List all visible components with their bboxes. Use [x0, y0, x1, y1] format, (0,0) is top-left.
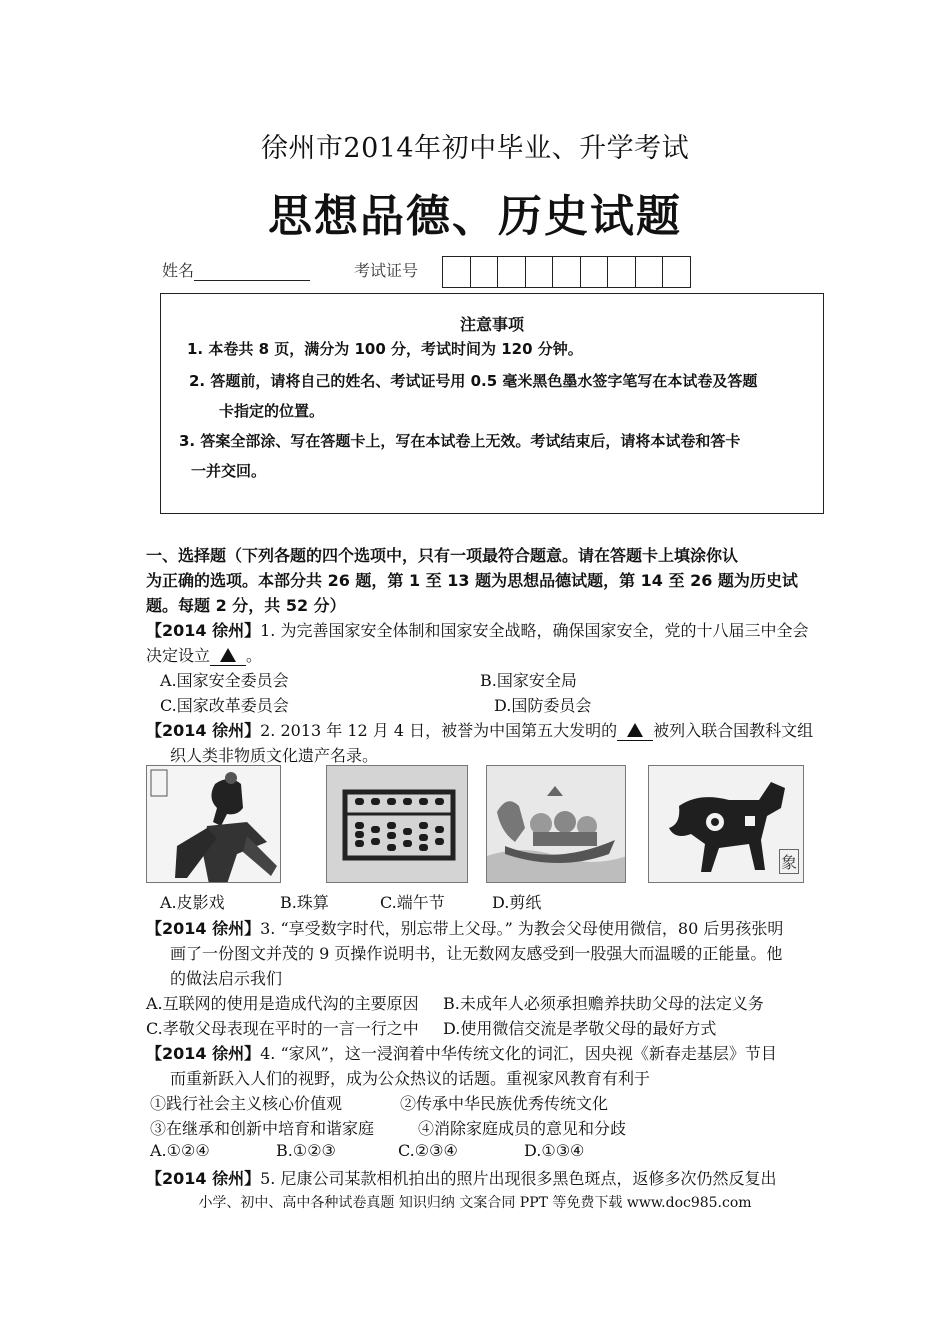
name-label: 姓名	[162, 261, 195, 280]
name-field	[162, 258, 310, 281]
question-text: 被列入联合国教科文组	[653, 721, 814, 740]
option-a: A.①②④	[150, 1141, 210, 1160]
question-4-cont: 而重新跃入人们的视野，成为公众热议的话题。重视家风教育有利于	[170, 1069, 651, 1088]
section-heading-line-1: 一、选择题（下列各题的四个选项中，只有一项最符合题意。请在答题卡上填涂你认	[146, 546, 739, 565]
option-d: D.国防委员会	[494, 696, 592, 715]
shadow-puppet-image	[146, 765, 281, 883]
question-1	[146, 618, 808, 641]
section-heading-line-2: 为正确的选项。本部分共 26 题，第 1 至 13 题为思想品德试题，第 14 至 26 题为历史试	[146, 571, 798, 590]
name-blank	[194, 264, 310, 281]
question-1-cont	[146, 643, 262, 666]
abacus-image	[326, 765, 468, 883]
question-4	[146, 1041, 777, 1064]
exam-id-grid	[442, 256, 691, 288]
notice-title: 注意事项	[459, 315, 524, 334]
id-cell	[581, 257, 609, 287]
option-a: A.皮影戏	[160, 893, 225, 912]
option-b: B.国家安全局	[480, 671, 577, 690]
question-text: 5. 尼康公司某款相机拍出的照片出现很多黑色斑点，返修多次仍然反复出	[260, 1169, 777, 1188]
question-tag: 【2014 徐州】	[146, 1169, 261, 1188]
id-cell	[663, 257, 690, 287]
question-tag: 【2014 徐州】	[146, 721, 261, 740]
notice-box	[160, 293, 824, 514]
option-a: A.互联网的使用是造成代沟的主要原因	[146, 994, 419, 1013]
question-text: 1. 为完善国家安全体制和国家安全战略，确保国家安全，党的十八届三中全会	[260, 621, 809, 640]
option-c: C.②③④	[398, 1141, 458, 1160]
id-cell	[608, 257, 636, 287]
id-cell	[443, 257, 471, 287]
statement-4: ④消除家庭成员的意见和分歧	[418, 1119, 627, 1138]
statement-2: ②传承中华民族优秀传统文化	[400, 1094, 609, 1113]
notice-item-3: 3. 答案全部涂、写在答题卡上，写在本试卷上无效。考试结束后，请将本试卷和答卡	[179, 432, 741, 450]
exam-subtitle: 思想品德、历史试题	[268, 191, 682, 242]
notice-item-2-cont: 卡指定的位置。	[219, 402, 325, 420]
paper-cut-horse-image	[648, 765, 804, 883]
id-cell	[471, 257, 499, 287]
option-d: D.剪纸	[492, 893, 542, 912]
question-5	[146, 1166, 776, 1189]
option-b: B.①②③	[276, 1141, 336, 1160]
question-2-cont: 织人类非物质文化遗产名录。	[170, 746, 379, 765]
question-text: 2. 2013 年 12 月 4 日，被誉为中国第五大发明的	[260, 721, 618, 740]
id-cell	[553, 257, 581, 287]
question-tag: 【2014 徐州】	[146, 919, 261, 938]
notice-item-3-cont: 一并交回。	[191, 462, 267, 480]
option-d: D.使用微信交流是孝敬父母的最好方式	[443, 1019, 717, 1038]
triangle-icon	[627, 723, 643, 737]
triangle-icon	[220, 648, 236, 662]
statement-3: ③在继承和创新中培育和谐家庭	[150, 1119, 375, 1138]
question-text: 决定设立	[146, 646, 211, 665]
question-tag: 【2014 徐州】	[146, 621, 261, 640]
question-tag: 【2014 徐州】	[146, 1044, 261, 1063]
option-d: D.①③④	[524, 1141, 585, 1160]
option-c: C.端午节	[380, 893, 445, 912]
question-2	[146, 718, 813, 741]
option-a: A.国家安全委员会	[160, 671, 289, 690]
notice-item-2: 2. 答题前，请将自己的姓名、考试证号用 0.5 毫米黑色墨水签字笔写在本试卷及答题	[189, 372, 758, 390]
id-label: 考试证号	[354, 261, 419, 280]
question-3-cont: 画了一份图文并茂的 9 页操作说明书，让无数网友感受到一股强大而温暖的正能量。他	[170, 944, 783, 963]
option-b: B.珠算	[280, 893, 329, 912]
question-3	[146, 916, 783, 939]
answer-blank	[210, 646, 246, 666]
dragon-boat-image	[486, 765, 626, 883]
id-cell	[636, 257, 664, 287]
option-b: B.未成年人必须承担赡养扶助父母的法定义务	[443, 994, 764, 1013]
notice-item-1: 1. 本卷共 8 页，满分为 100 分，考试时间为 120 分钟。	[187, 340, 583, 358]
section-heading-line-3: 题。每题 2 分，共 52 分）	[146, 596, 346, 615]
id-cell	[526, 257, 554, 287]
question-text: 4. “家风”，这一浸润着中华传统文化的词汇，因央视《新春走基层》节目	[260, 1044, 777, 1063]
stamp-character: 象	[779, 849, 799, 874]
option-c: C.孝敬父母表现在平时的一言一行之中	[146, 1019, 419, 1038]
question-text: 3. “享受数字时代，别忘带上父母。” 为教会父母使用微信，80 后男孩张明	[260, 919, 784, 938]
option-c: C.国家改革委员会	[160, 696, 289, 715]
exam-title: 徐州市2014年初中毕业、升学考试	[260, 133, 690, 164]
footer-text: 小学、初中、高中各种试卷真题 知识归纳 文案合同 PPT 等免费下载 www.doc985.com	[198, 1195, 752, 1211]
id-cell	[498, 257, 526, 287]
statement-1: ①践行社会主义核心价值观	[150, 1094, 343, 1113]
question-text: 。	[246, 646, 263, 665]
answer-blank	[617, 721, 653, 741]
question-3-cont: 的做法启示我们	[170, 969, 283, 988]
